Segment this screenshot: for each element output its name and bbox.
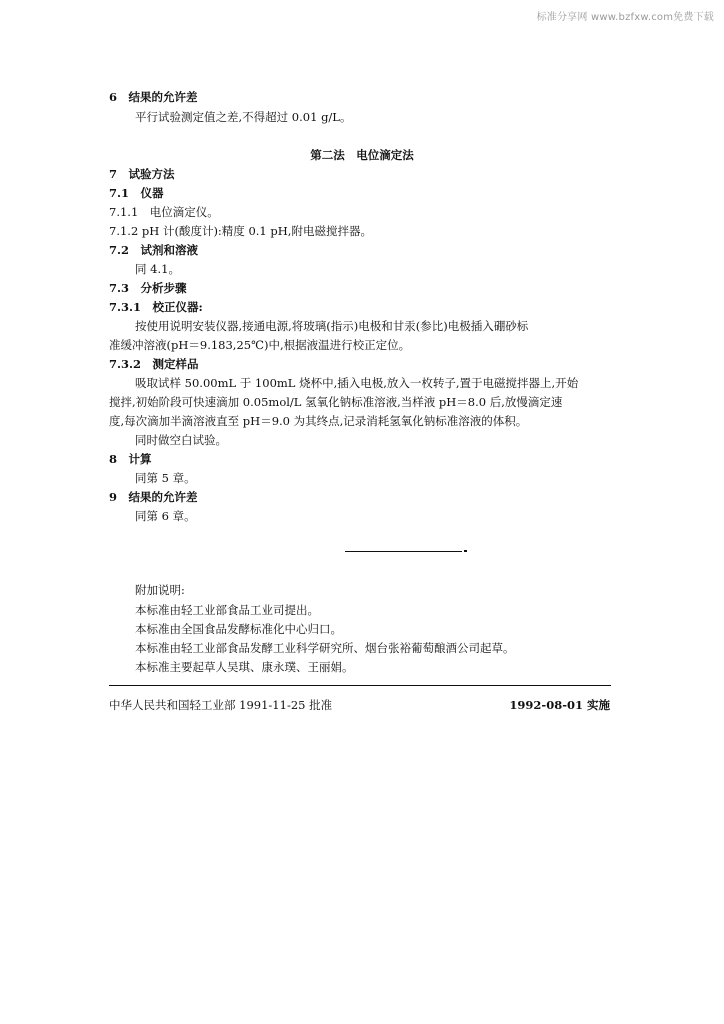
footer-rule	[109, 685, 611, 686]
section-7-3-1-heading: 7.3.1 校正仪器:	[109, 300, 203, 314]
end-of-text-rule	[345, 551, 462, 552]
section-8-heading: 8 计算	[109, 452, 152, 466]
section-7-3-2-text-line-2: 搅拌,初始阶段可快速滴加 0.05mol/L 氢氧化钠标准溶液,当样液 pH＝8.0 后,放慢滴定速	[109, 395, 563, 409]
section-7-3-1-text-line-2: 准缓冲溶液(pH＝9.183,25℃)中,根据液温进行校正定位。	[109, 338, 411, 352]
section-6-text: 平行试验测定值之差,不得超过 0.01 g/L。	[135, 110, 352, 124]
section-8-text: 同第 5 章。	[135, 471, 196, 485]
section-7-3-1-text-line-1: 按使用说明安装仪器,接通电源,将玻璃(指示)电极和甘汞(参比)电极插入硼砂标	[135, 319, 529, 333]
section-7-2-text: 同 4.1。	[135, 262, 180, 276]
section-7-1-1: 7.1.1 电位滴定仪。	[109, 205, 219, 219]
end-of-text-rule-dot	[464, 550, 467, 552]
method-title: 第二法 电位滴定法	[310, 148, 414, 162]
footer-implementation: 1992-08-01 实施	[509, 698, 610, 712]
section-6-heading: 6 结果的允许差	[109, 90, 198, 104]
appendix-line-4: 本标准主要起草人吴琪、康永璞、王丽娟。	[135, 660, 354, 674]
section-7-1-2: 7.1.2 pH 计(酸度计):精度 0.1 pH,附电磁搅拌器。	[109, 224, 372, 238]
section-7-3-2-text-line-4: 同时做空白试验。	[135, 433, 227, 447]
section-9-text: 同第 6 章。	[135, 509, 196, 523]
footer-approval: 中华人民共和国轻工业部 1991-11-25 批准	[109, 698, 333, 712]
section-7-3-2-heading: 7.3.2 测定样品	[109, 357, 199, 371]
appendix-line-1: 本标准由轻工业部食品工业司提出。	[135, 603, 319, 617]
appendix-line-3: 本标准由轻工业部食品发酵工业科学研究所、烟台张裕葡萄酿酒公司起草。	[135, 641, 515, 655]
section-7-3-2-text-line-3: 度,每次滴加半滴溶液直至 pH＝9.0 为其终点,记录消耗氢氧化钠标准溶液的体积。	[109, 414, 528, 428]
watermark-text: 标准分享网 www.bzfxw.com免费下载	[536, 12, 714, 23]
section-7-1-heading: 7.1 仪器	[109, 186, 164, 200]
section-7-3-2-text-line-1: 吸取试样 50.00mL 于 100mL 烧杯中,插入电极,放入一枚转子,置于电磁搅拌器上,开始	[135, 376, 579, 390]
appendix-line-2: 本标准由全国食品发酵标准化中心归口。	[135, 622, 342, 636]
section-9-heading: 9 结果的允许差	[109, 490, 198, 504]
section-7-2-heading: 7.2 试剂和溶液	[109, 243, 199, 257]
appendix-title: 附加说明:	[135, 583, 185, 597]
section-7-heading: 7 试验方法	[109, 167, 175, 181]
section-7-3-heading: 7.3 分析步骤	[109, 281, 187, 295]
